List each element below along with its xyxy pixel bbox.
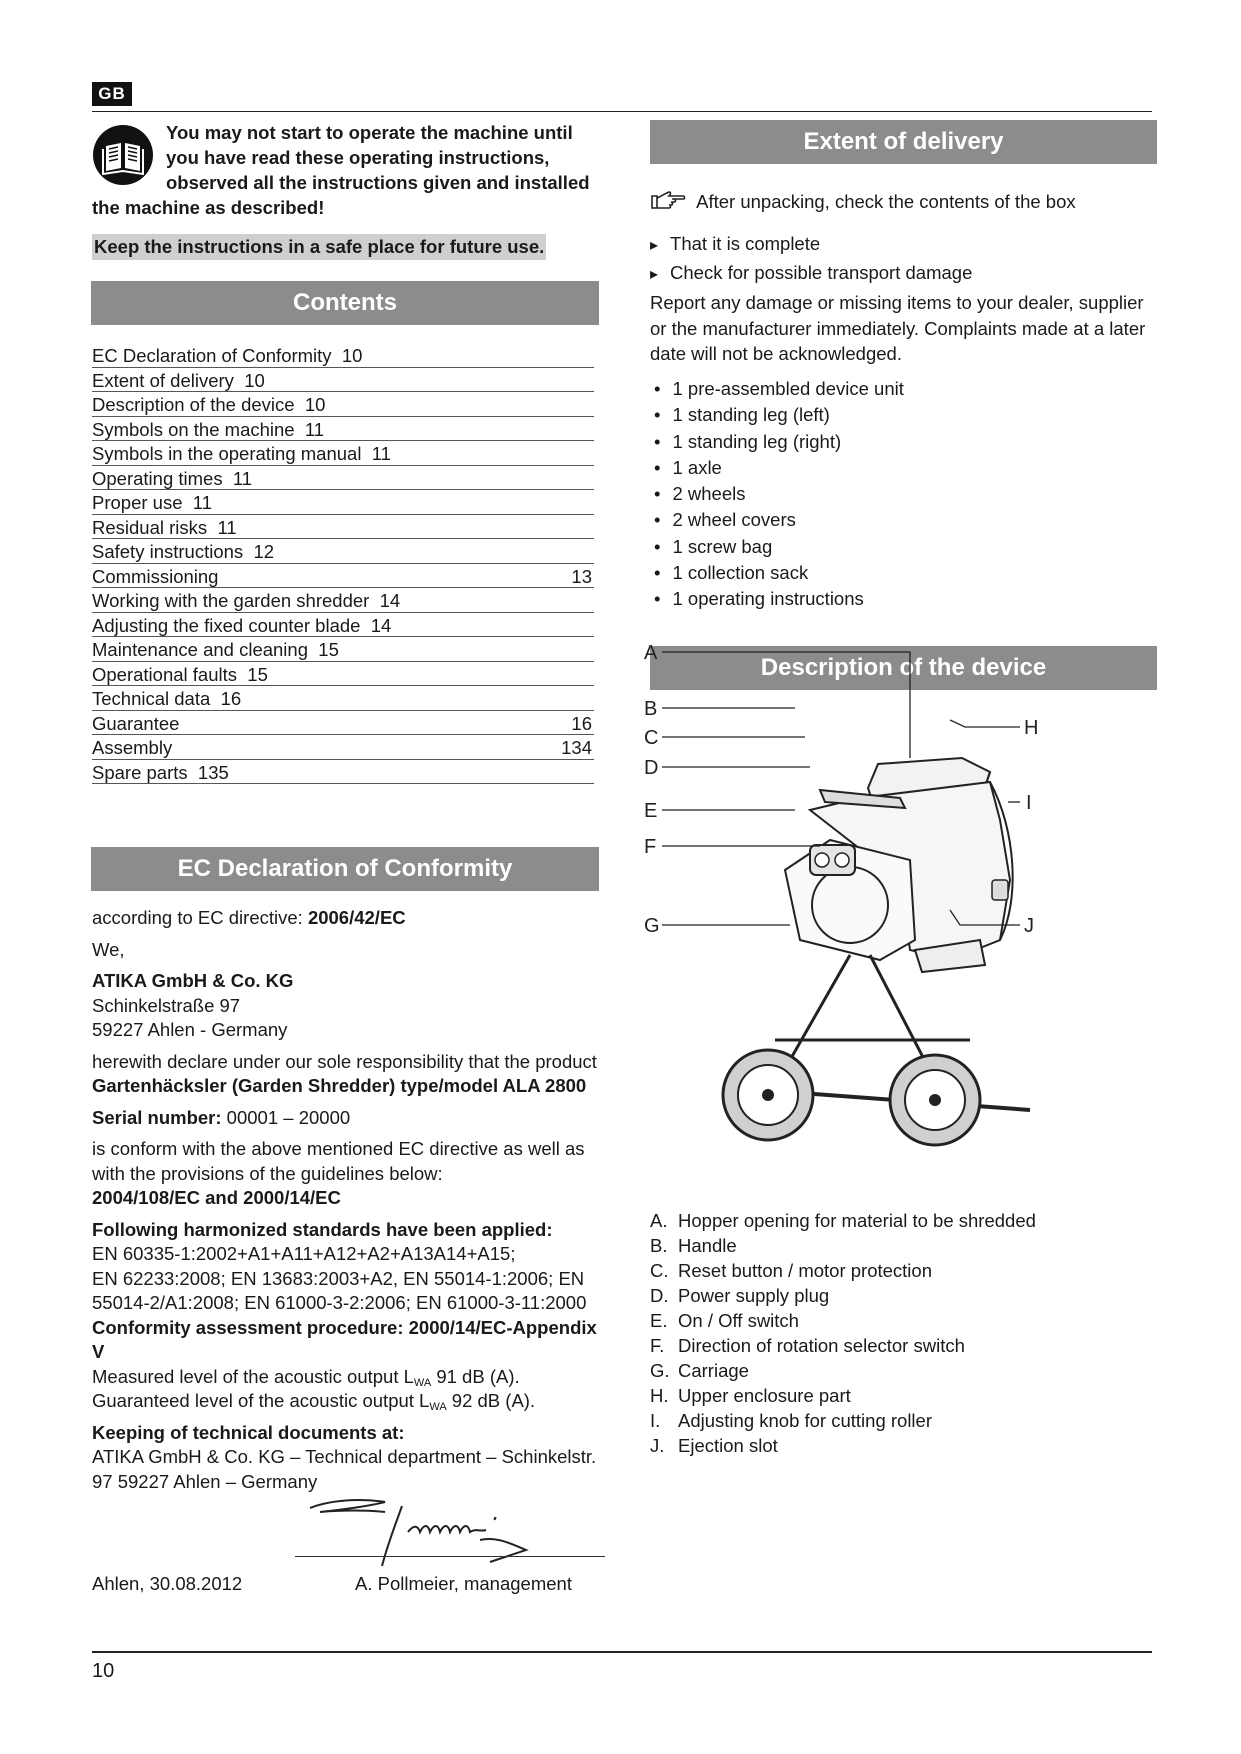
list-item: I. Adjusting knob for cutting roller — [650, 1410, 932, 1431]
toc-page: 16 — [571, 712, 592, 734]
list-item: • 2 wheel covers — [650, 507, 904, 533]
footer-rule — [92, 1651, 1152, 1653]
toc-entry: Operating times 11 — [92, 467, 253, 489]
diagram-label-J: J — [1024, 915, 1034, 937]
check-intro — [650, 190, 1076, 213]
list-item: J. Ejection slot — [650, 1435, 778, 1456]
diagram-label-G: G — [644, 915, 660, 937]
pointing-hand-icon — [650, 190, 686, 212]
list-item: • 1 axle — [650, 455, 904, 481]
delivery-items-list — [650, 376, 904, 613]
company-name: ATIKA GmbH & Co. KG — [92, 970, 294, 991]
list-item: • 1 collection sack — [650, 560, 904, 586]
toc-row — [92, 711, 594, 736]
toc-row — [92, 515, 594, 540]
toc-row — [92, 368, 594, 393]
guaranteed-level-line: Guaranteed level of the acoustic output $L_{WA}$ 92 dB (A). — [92, 1390, 536, 1413]
toc-row — [92, 343, 594, 368]
list-item: • 1 standing leg (left) — [650, 402, 904, 428]
standards-line-2: EN 62233:2008; EN 13683:2003+A2, EN 55014-1:2006; EN 55014-2/A1:2008; EN 61000-3-2:2006; EN 61000-3-11:2000 — [92, 1267, 587, 1313]
guidelines-line: 2004/108/EC and 2000/14/EC — [92, 1187, 341, 1208]
toc-row — [92, 637, 594, 662]
list-item: A. Hopper opening for material to be shredded — [650, 1210, 1036, 1231]
company-street: Schinkelstraße 97 — [92, 994, 241, 1016]
toc-entry: Working with the garden shredder 14 — [92, 590, 401, 611]
signer-name: A. Pollmeier, management — [355, 1573, 572, 1594]
toc-entry: Maintenance and cleaning 15 — [92, 639, 339, 660]
we-line: We, — [92, 938, 125, 960]
toc-page: 134 — [561, 737, 592, 758]
toc-row — [92, 466, 594, 491]
toc-row — [92, 564, 594, 589]
toc-entry: Spare parts 135 — [92, 761, 229, 783]
list-item: E. On / Off switch — [650, 1310, 799, 1331]
standards-line-1: EN 60335-1:2002+A1+A11+A12+A2+A13A14+A15; — [92, 1243, 516, 1264]
toc-entry: Residual risks 11 — [92, 516, 237, 538]
list-item: C. Reset button / motor protection — [650, 1260, 932, 1281]
extent-of-delivery-heading: Extent of delivery — [650, 120, 1157, 164]
check-list — [650, 231, 972, 288]
directive-line: according to EC directive: 2006/42/EC — [92, 907, 406, 928]
toc-title: Assembly — [92, 737, 173, 758]
check-item: ▸ Check for possible transport damage — [650, 260, 972, 289]
diagram-label-A: A — [644, 642, 658, 664]
toc-entry: Symbols on the machine 11 — [92, 418, 325, 440]
toc-title: Guarantee — [92, 712, 180, 734]
diagram-label-E: E — [644, 800, 658, 822]
signature-line — [295, 1556, 605, 1557]
list-item: • 1 operating instructions — [650, 586, 904, 612]
toc-entry: Safety instructions 12 — [92, 541, 275, 562]
list-item: F. Direction of rotation selector switch — [650, 1335, 965, 1356]
description-heading: Description of the device — [650, 646, 1157, 690]
diagram-label-C: C — [644, 727, 659, 749]
company-city: 59227 Ahlen - Germany — [92, 1019, 288, 1040]
report-paragraph: Report any damage or missing items to your dealer, supplier or the manufacturer immediately. Complaints made at a later date will not be acknowledged. — [650, 292, 1146, 364]
documents-address: ATIKA GmbH & Co. KG – Technical department – Schinkelstr. 97 59227 Ahlen – Germany — [92, 1446, 597, 1492]
table-of-contents — [92, 343, 594, 784]
diagram-label-D: D — [644, 757, 659, 779]
toc-row — [92, 392, 594, 417]
warning-text: You may not start to operate the machine until you have read these operating instructions, observed all the instructions given and installed the machine as described! — [92, 122, 590, 218]
toc-entry: Technical data 16 — [92, 688, 242, 709]
toc-row — [92, 539, 594, 564]
toc-row — [92, 760, 594, 785]
read-manual-icon — [92, 124, 154, 186]
toc-entry: Description of the device 10 — [92, 394, 326, 415]
diagram-label-F: F — [644, 836, 657, 858]
diagram-label-H: H — [1024, 717, 1039, 739]
toc-entry: EC Declaration of Conformity 10 — [92, 345, 363, 366]
list-item: • 1 screw bag — [650, 534, 904, 560]
product-line: Gartenhäcksler (Garden Shredder) type/model ALA 2800 — [92, 1075, 587, 1096]
toc-entry: Symbols in the operating manual 11 — [92, 443, 391, 464]
toc-row — [92, 588, 594, 613]
measured-level-line: Measured level of the acoustic output $L_{WA}$ 91 dB (A). — [92, 1365, 520, 1389]
toc-row — [92, 662, 594, 687]
header-rule — [92, 111, 1152, 112]
list-item: • 2 wheels — [650, 481, 904, 507]
conform-line: is conform with the above mentioned EC directive as well as with the provisions of the guidelines below: — [92, 1138, 585, 1184]
toc-entry: Proper use 11 — [92, 492, 212, 513]
ec-declaration-body — [92, 906, 600, 1494]
standards-label: Following harmonized standards have been applied: — [92, 1218, 553, 1240]
list-item: • 1 pre-assembled device unit — [650, 376, 904, 402]
check-item: ▸ That it is complete — [650, 231, 972, 260]
toc-row — [92, 417, 594, 442]
check-intro-text: After unpacking, check the contents of the box — [696, 191, 1076, 212]
toc-entry: Extent of delivery 10 — [92, 369, 265, 391]
language-badge: GB — [92, 82, 132, 106]
documents-label: Keeping of technical documents at: — [92, 1421, 405, 1443]
toc-row — [92, 441, 594, 466]
contents-heading: Contents — [91, 281, 599, 325]
list-item: B. Handle — [650, 1235, 737, 1256]
procedure-line: Conformity assessment procedure: 2000/14/EC-Appendix V — [92, 1316, 597, 1362]
list-item: D. Power supply plug — [650, 1285, 830, 1306]
diagram-label-B: B — [644, 698, 658, 720]
toc-entry: Operational faults 15 — [92, 663, 268, 685]
parts-legend — [650, 1208, 1036, 1458]
declaration-date: Ahlen, 30.08.2012 — [92, 1573, 243, 1594]
list-item: • 1 standing leg (right) — [650, 429, 904, 455]
toc-row — [92, 686, 594, 711]
keep-instructions-note: Keep the instructions in a safe place for future use. — [92, 234, 546, 260]
toc-page: 13 — [571, 565, 592, 587]
warning-block — [92, 120, 600, 220]
diagram-label-I: I — [1026, 792, 1032, 814]
toc-row — [92, 613, 594, 638]
list-item: H. Upper enclosure part — [650, 1385, 851, 1406]
toc-row — [92, 735, 594, 760]
declare-line: herewith declare under our sole responsibility that the product — [92, 1050, 597, 1072]
toc-row — [92, 490, 594, 515]
serial-line: Serial number: 00001 – 20000 — [92, 1106, 351, 1128]
page-number: 10 — [92, 1660, 115, 1682]
ec-declaration-heading: EC Declaration of Conformity — [91, 847, 599, 891]
toc-entry: Adjusting the fixed counter blade 14 — [92, 614, 392, 636]
list-item: G. Carriage — [650, 1360, 749, 1381]
toc-title: Commissioning — [92, 565, 219, 587]
